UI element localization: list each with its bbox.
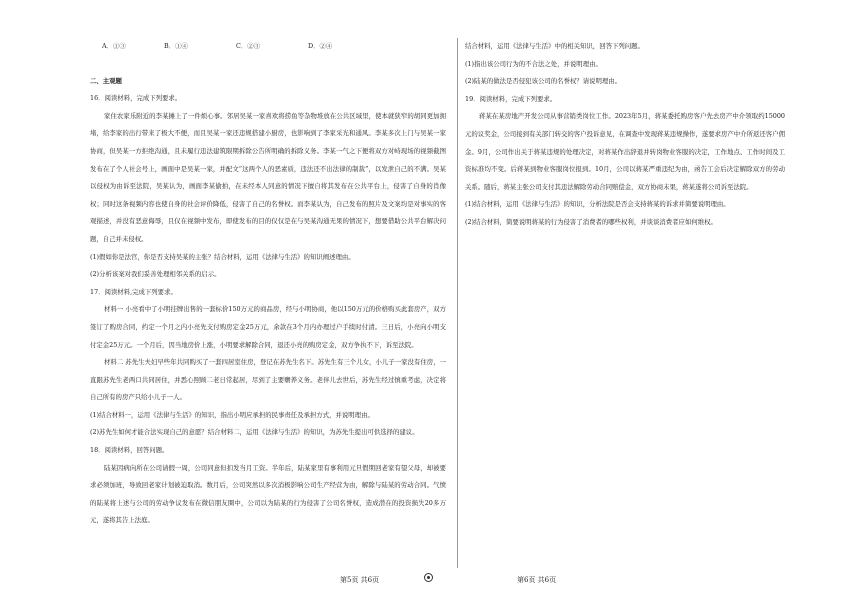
q17-question-2: (2)苏先生如何才能合法实现自己的意愿？结合材料二，运用《法律与生活》的知识，为苏先生提出可供选择的建议。 [90, 428, 419, 437]
q18-question-2: (2)陆某的做法是否侵犯该公司的名誉权？请说明理由。 [465, 77, 622, 86]
page-number-right: 第6页 共6页 [517, 576, 557, 584]
q17-material-2: 材料二 苏先生夫妇早些年共同购买了一套四居室住房，登记在苏先生名下。苏先生有三个儿女，小儿子一家没有住房，一直跟苏先生老两口共同居住，并悉心照顾二老日常起居，尽到了主要赡养义务。老伴儿去世后，苏先生经过慎重考虑，决定将自己所有的房产只给小儿子一人。 [90, 358, 446, 402]
q18-continuation: 结合材料，运用《法律与生活》中的相关知识，回答下列问题。 [465, 42, 644, 50]
q19-material: 蒋某在某房地产开发公司从事营销类岗位工作。2023年5月，蒋某委托购房客户先去房产中介领取约15000元的议奖金，公司接到有关部门转交的客户投诉意见，在调查中发现蒋某违规操作，遂要求房产中介所返还客户佣金。9月，公司作出关于蒋某违规的处理决定，对蒋某作出辞退并转岗物业客服的决定，工作地点、工作时间及工资标准均不变。后蒋某到物业客服岗位报到。10月，公司以蒋某严重违纪为由，函告工会后决定解除双方的劳动关系。随后，蒋某主张公司支付其违法解除劳动合同赔偿金，双方协商未果，蒋某遂将公司诉至法院。 [465, 112, 785, 191]
q17-question-1: (1)结合材料一，运用《法律与生活》的知识，指出小明应承担的民事责任及承担方式，并说明理由。 [90, 410, 374, 419]
q19-intro: 19．阅读材料，完成下列要求。 [465, 94, 557, 103]
column-divider [457, 38, 458, 568]
q19-question-1: (1)结合材料，运用《法律与生活》的知识，分析法院是否会支持蒋某的诉求并简要说明理由。 [465, 200, 730, 209]
q18-intro: 18．阅读材料，回答问题。 [90, 446, 169, 455]
q17-intro: 17．阅读材料,完成下列要求。 [90, 287, 177, 296]
q17-material-1: 材料一 小亮看中了小明挂牌出售的一套标价150万元的商品房，经与小明协商，他以150万元的价格购买此套房产，双方签订了购房合同，约定一个月之内小亮先支付购房定金25万元，余款在3个月内办理过户手续时付清。三日后，小亮向小明支付定金25万元。一个月后，因当地房价上涨，小明要求解除合同，退还小亮的购房定金，双方争执不下，诉至法院。 [90, 305, 446, 349]
q18-material: 陆某因病向所在公司请假一周，公司同意但扣发当月工资。半年后，陆某家里有事利用元旦假期回老家有望父母，却被要求必须加班，导致回老家计划被迫取消。数月后，公司突然以多次消极影响公司生产经营为由，解除与陆某的劳动合同。气愤的陆某将上述与公司的劳动争议发布在微信朋友圈中，公司以为陆某的行为侵害了公司名誉权，造成潜在的投资损失20多万元，遂将其告上法庭。 [90, 463, 446, 525]
q18-question-1: (1)指出该公司行为的不合法之处，并说明理由。 [465, 59, 602, 68]
q16-intro: 16．阅读材料，完成下列要求。 [90, 94, 182, 103]
binding-mark-icon [424, 573, 433, 582]
q16-material: 家住农家乐附近的李某摊上了一件烦心事。邻居吴某一家喜欢将捞鱼等杂物堆放在公共区域里，使本就狭窄的胡同更加拥堵，给李家的出行带来了极大不便，而且吴某一家还违规搭建小厨房，也影响到了李家采光和通风。李某多次上门与吴某一家协商，但吴某一方拒绝沟通，且未履行违法建筑限期拆除公告所明确的拆除义务。李某一气之下便将双方对峙现场的视频截图发布在了个人社会号上，画面中是吴某一家，并配文“这两个人的恶素质，违法还不出法律的制裁”，以发泄自己的不满。吴某以侵权为由诉至法院，吴某认为，画面李某偷拍，在未经本人同意的情况下擅自将其发布在公共平台上，侵害了自身的肖像权；同时这条视频内容也使自身的社会评价降低，侵害了自己的名誉权。而李某认为，自己发布的照片及文案均是对事实的客观描述，并没有恶意侮辱，且仅在视频中发布，即使发布的目的仅仅是在与吴某沟通无果的情况下，想要借助公共平台解决问题，自己并未侵权。 [90, 111, 446, 243]
right-column [465, 38, 785, 232]
section-title: 二、主观题 [90, 76, 122, 85]
answer-options [90, 38, 446, 56]
q16-question-2: (2)分析该案对我们妥善处理相邻关系的启示。 [90, 270, 221, 279]
q19-question-2: (2)结合材料，简要说明蒋某的行为侵害了消费者的哪些权利，并谈谈消费者应如何维权。 [465, 217, 717, 226]
left-column [90, 38, 446, 530]
page-number-left: 第5页 共6页 [340, 576, 380, 584]
option-d: D．②④ [308, 42, 333, 50]
q16-question-1: (1)假如你是法官，你是否支持吴某的主张？结合材料，运用《法律与生活》的知识阐述理由。 [90, 252, 355, 261]
option-c: C．②③ [236, 42, 261, 50]
option-a: A．①③ [102, 42, 126, 50]
option-b: B．①④ [164, 42, 188, 50]
